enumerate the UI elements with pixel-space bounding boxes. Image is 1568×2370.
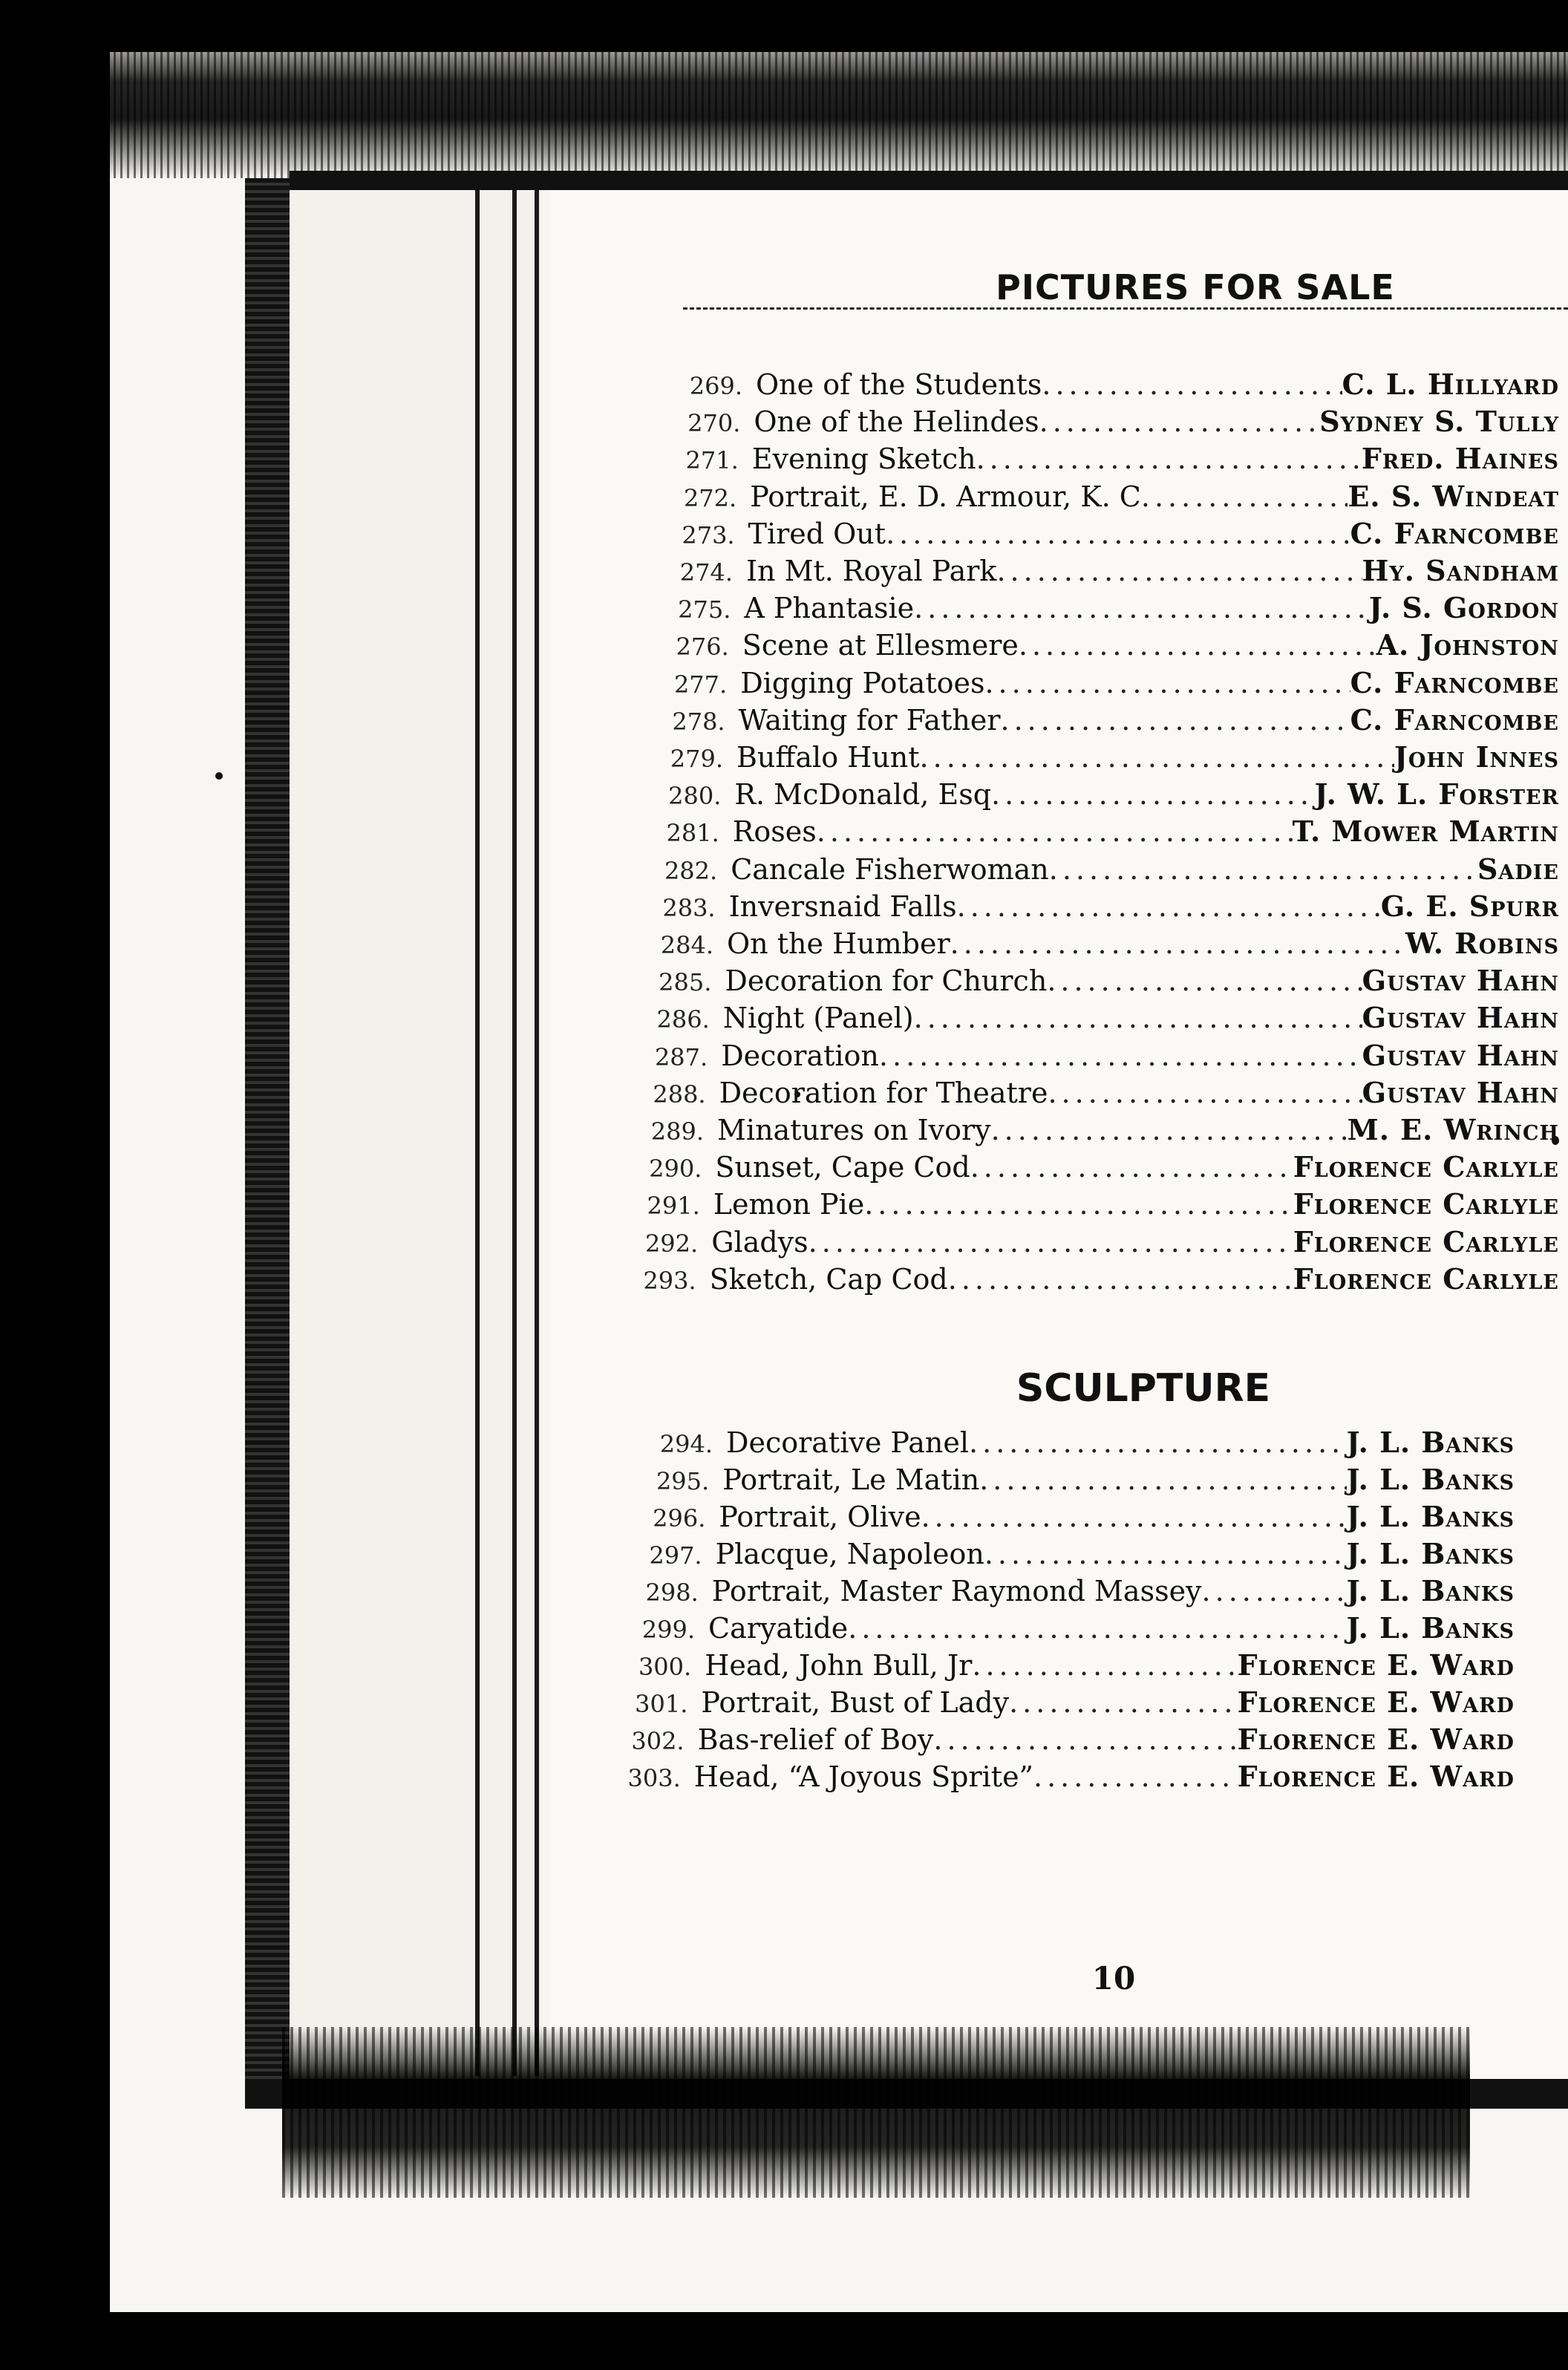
book-edge-left	[245, 178, 290, 2094]
catalogue-number: 274.	[679, 558, 733, 587]
artist-name: Florence E. Ward	[1237, 1685, 1515, 1719]
catalogue-number: 303.	[627, 1764, 681, 1792]
dot-leader	[1202, 1575, 1347, 1607]
artist-name: J. L. Banks	[1346, 1611, 1515, 1645]
catalogue-number: 285.	[659, 968, 712, 997]
artist-name: G. E. Spurr	[1380, 889, 1559, 923]
catalogue-number: 270.	[687, 409, 741, 438]
list-item	[649, 740, 1559, 777]
list-item	[622, 1262, 1559, 1299]
list-item	[610, 1723, 1515, 1760]
artist-name: C. Farncombe	[1350, 702, 1559, 737]
artist-name: Hy. Sandham	[1362, 554, 1559, 587]
catalogue-number: 286.	[656, 1005, 710, 1034]
list-item	[632, 1076, 1559, 1113]
artist-name: John Innes	[1394, 740, 1559, 774]
artist-name: J. L. Banks	[1346, 1463, 1515, 1496]
work-title: Digging Potatoes	[740, 666, 985, 699]
list-item	[633, 1039, 1559, 1076]
catalogue-number: 292.	[644, 1229, 699, 1258]
list-item	[631, 1500, 1515, 1537]
list-item	[627, 1150, 1559, 1187]
catalogue-number: 299.	[641, 1616, 695, 1644]
page-heading: PICTURES FOR SALE	[996, 267, 1395, 307]
work-title: Portrait, Bust of Lady	[701, 1686, 1010, 1719]
catalogue-number: 295.	[656, 1467, 710, 1495]
artist-name: A. Johnston	[1376, 628, 1559, 662]
dot-leader	[1009, 1686, 1238, 1719]
dot-leader	[976, 443, 1362, 475]
catalogue-number: 302.	[631, 1727, 685, 1755]
work-title: Portrait, E. D. Armour, K. C	[750, 480, 1141, 513]
catalogue-number: 297.	[649, 1541, 702, 1570]
dot-leader	[991, 778, 1315, 811]
list-item	[643, 852, 1559, 889]
dot-leader	[886, 518, 1350, 550]
artist-name: T. Mower Martin	[1292, 815, 1559, 849]
dot-leader	[969, 1426, 1347, 1459]
list-item	[666, 405, 1559, 442]
catalogue-number: 275.	[678, 595, 731, 624]
artist-name: Florence Carlyle	[1293, 1150, 1559, 1184]
artist-name: Florence Carlyle	[1293, 1224, 1559, 1259]
work-title: On the Humber	[727, 927, 950, 960]
work-title: Cancale Fisherwoman	[731, 852, 1049, 886]
catalogue-number: 283.	[662, 893, 716, 922]
artist-name: Gustav Hahn	[1362, 1001, 1559, 1035]
dot-leader	[808, 1226, 1293, 1259]
work-title: Sunset, Cape Cod	[715, 1151, 970, 1184]
work-title: Minatures on Ivory	[717, 1114, 991, 1146]
artist-name: Gustav Hahn	[1362, 964, 1559, 998]
artist-name: Florence Carlyle	[1293, 1187, 1559, 1221]
work-title: Waiting for Father	[738, 703, 1001, 737]
catalogue-number: 271.	[685, 446, 739, 475]
work-title: Placque, Napoleon	[715, 1538, 984, 1570]
scan-noise-top	[0, 30, 1568, 178]
catalogue-number: 284.	[660, 931, 713, 959]
artist-name: J. W. L. Forster	[1314, 777, 1559, 812]
dot-leader	[996, 555, 1362, 587]
dot-leader	[1039, 405, 1320, 438]
catalogue-number: 298.	[645, 1579, 699, 1607]
list-item	[668, 368, 1559, 405]
catalogue-number: 276.	[676, 633, 729, 662]
dot-leader	[864, 1188, 1293, 1221]
work-title: Decoration for Theatre	[719, 1076, 1048, 1109]
list-item	[647, 777, 1559, 815]
dot-leader	[972, 1649, 1237, 1682]
work-title: Head, John Bull, Jr	[705, 1649, 973, 1682]
work-title: Portrait, Le Matin	[722, 1463, 980, 1496]
catalogue-number: 278.	[672, 707, 725, 736]
artist-name: C. L. Hillyard	[1342, 368, 1559, 401]
work-title: Tired Out	[748, 517, 886, 550]
catalogue-number: 287.	[654, 1042, 708, 1071]
artist-name: Florence Carlyle	[1293, 1261, 1559, 1296]
dot-leader	[1049, 853, 1477, 886]
work-title: Scene at Ellesmere	[742, 629, 1019, 662]
work-title: One of the Helindes	[754, 405, 1039, 439]
catalogue-number: 294.	[659, 1430, 713, 1458]
work-title: Bas-relief of Boy	[697, 1723, 934, 1756]
artist-name: E. S. Windeat	[1348, 479, 1559, 513]
work-title: Head, “A Joyous Sprite”	[693, 1760, 1033, 1793]
dot-leader	[914, 1002, 1362, 1034]
list-item	[659, 554, 1559, 591]
dot-leader	[921, 1501, 1347, 1533]
dot-leader	[817, 815, 1293, 848]
work-title: Roses	[732, 815, 817, 849]
list-item	[621, 1611, 1515, 1648]
list-item	[639, 927, 1559, 964]
artist-name: J. L. Banks	[1346, 1426, 1515, 1459]
scan-noise-bottom	[282, 2027, 1470, 2198]
list-item	[655, 628, 1559, 665]
catalogue-number: 291.	[647, 1192, 700, 1221]
work-title: In Mt. Royal Park	[746, 555, 997, 587]
sculpture-heading: SCULPTURE	[1016, 1366, 1271, 1411]
list-item	[630, 1113, 1559, 1150]
work-title: Caryatide	[708, 1612, 849, 1645]
dot-leader	[970, 1151, 1293, 1184]
work-title: A Phantasie	[744, 592, 915, 625]
artist-name: J. L. Banks	[1346, 1574, 1515, 1607]
list-item	[624, 1574, 1515, 1611]
catalogue-number: 279.	[670, 745, 723, 773]
gutter-line	[475, 190, 480, 2076]
catalogue-number: 280.	[668, 782, 722, 811]
list-item	[645, 815, 1559, 852]
list-item	[662, 480, 1559, 517]
list-item	[653, 666, 1559, 703]
work-title: R. McDonald, Esq	[734, 778, 992, 812]
artist-name: J. L. Banks	[1346, 1500, 1515, 1533]
artist-name: J. L. Banks	[1346, 1537, 1515, 1570]
dot-leader	[984, 1538, 1347, 1570]
list-item	[607, 1760, 1515, 1797]
catalogue-number: 273.	[682, 520, 735, 549]
list-item	[617, 1648, 1515, 1685]
list-item	[638, 1426, 1515, 1463]
dot-leader	[957, 890, 1381, 923]
dot-leader	[1047, 964, 1362, 997]
list-item	[656, 591, 1559, 628]
heading-rule	[683, 307, 1568, 310]
catalogue-number: 289.	[650, 1117, 704, 1146]
speck	[215, 772, 223, 780]
dot-leader	[1042, 368, 1342, 401]
dot-leader	[1141, 480, 1348, 513]
list-item	[636, 1001, 1559, 1038]
catalogue-number: 293.	[643, 1266, 696, 1295]
page-number: 10	[1091, 1960, 1136, 1997]
list-item	[641, 889, 1559, 927]
artist-name: J. S. Gordon	[1368, 591, 1559, 625]
catalogue-number: 282.	[664, 856, 718, 885]
work-title: Buffalo Hunt	[736, 741, 920, 774]
catalogue-number: 277.	[673, 670, 728, 699]
dot-leader	[1048, 1077, 1362, 1109]
work-title: Lemon Pie	[713, 1188, 865, 1221]
dot-leader	[1001, 704, 1350, 737]
artist-name: Sadie	[1477, 852, 1559, 886]
dot-leader	[984, 667, 1350, 699]
work-title: Portrait, Master Raymond Massey	[711, 1575, 1202, 1607]
work-title: Decoration for Church	[725, 964, 1048, 998]
dot-leader	[950, 927, 1405, 960]
catalogue-number: 281.	[666, 819, 719, 848]
dot-leader	[933, 1723, 1237, 1756]
work-title: Inversnaid Falls	[728, 889, 957, 923]
artist-name: C. Farncombe	[1350, 516, 1559, 550]
list-item	[635, 1463, 1515, 1500]
catalogue-number: 288.	[653, 1080, 706, 1109]
book-edge-top	[290, 171, 1568, 190]
catalogue-number: 300.	[638, 1653, 692, 1681]
dot-leader	[914, 592, 1369, 624]
work-title: Portrait, Olive	[719, 1501, 921, 1533]
catalogue-number: 296.	[653, 1504, 706, 1532]
list-item	[637, 964, 1559, 1001]
list-item	[624, 1225, 1559, 1262]
list-item	[661, 517, 1559, 554]
work-title: Sketch, Cap Cod	[709, 1262, 948, 1296]
artist-name: Florence E. Ward	[1237, 1648, 1515, 1682]
artist-name: Gustav Hahn	[1362, 1075, 1559, 1109]
work-title: Decoration	[721, 1039, 879, 1072]
dot-leader	[879, 1039, 1362, 1072]
list-item	[664, 442, 1559, 479]
work-title: Gladys	[711, 1225, 808, 1259]
work-title: Evening Sketch	[751, 443, 976, 476]
gutter-line	[512, 190, 517, 2076]
artist-name: Florence E. Ward	[1237, 1723, 1515, 1756]
book-gutter	[290, 190, 542, 2079]
catalogue-number: 301.	[635, 1690, 688, 1718]
list-item	[626, 1187, 1559, 1224]
dot-leader	[848, 1612, 1346, 1645]
list-item	[628, 1537, 1515, 1574]
dot-leader	[948, 1263, 1293, 1296]
catalogue-number: 290.	[649, 1155, 702, 1184]
dot-leader	[1033, 1760, 1238, 1793]
dot-leader	[920, 741, 1394, 774]
list-item	[651, 703, 1559, 740]
artist-name: Fred. Haines	[1361, 442, 1559, 476]
artist-name: W. Robins	[1405, 927, 1559, 960]
dot-leader	[979, 1463, 1346, 1496]
work-title: Night (Panel)	[722, 1002, 914, 1035]
dot-leader	[991, 1114, 1348, 1146]
artist-name: M. E. Wrinch	[1347, 1113, 1559, 1146]
artist-name: Florence E. Ward	[1237, 1760, 1515, 1793]
work-title: One of the Students	[756, 368, 1042, 401]
catalogue-number: 269.	[689, 372, 742, 400]
gutter-line	[535, 190, 539, 2076]
catalogue-number: 272.	[683, 483, 737, 512]
artist-name: Sydney S. Tully	[1319, 405, 1559, 439]
artist-name: C. Farncombe	[1350, 665, 1559, 699]
work-title: Decorative Panel	[726, 1426, 970, 1459]
artist-name: Gustav Hahn	[1362, 1038, 1559, 1072]
list-item	[613, 1685, 1515, 1723]
dot-leader	[1019, 629, 1376, 662]
